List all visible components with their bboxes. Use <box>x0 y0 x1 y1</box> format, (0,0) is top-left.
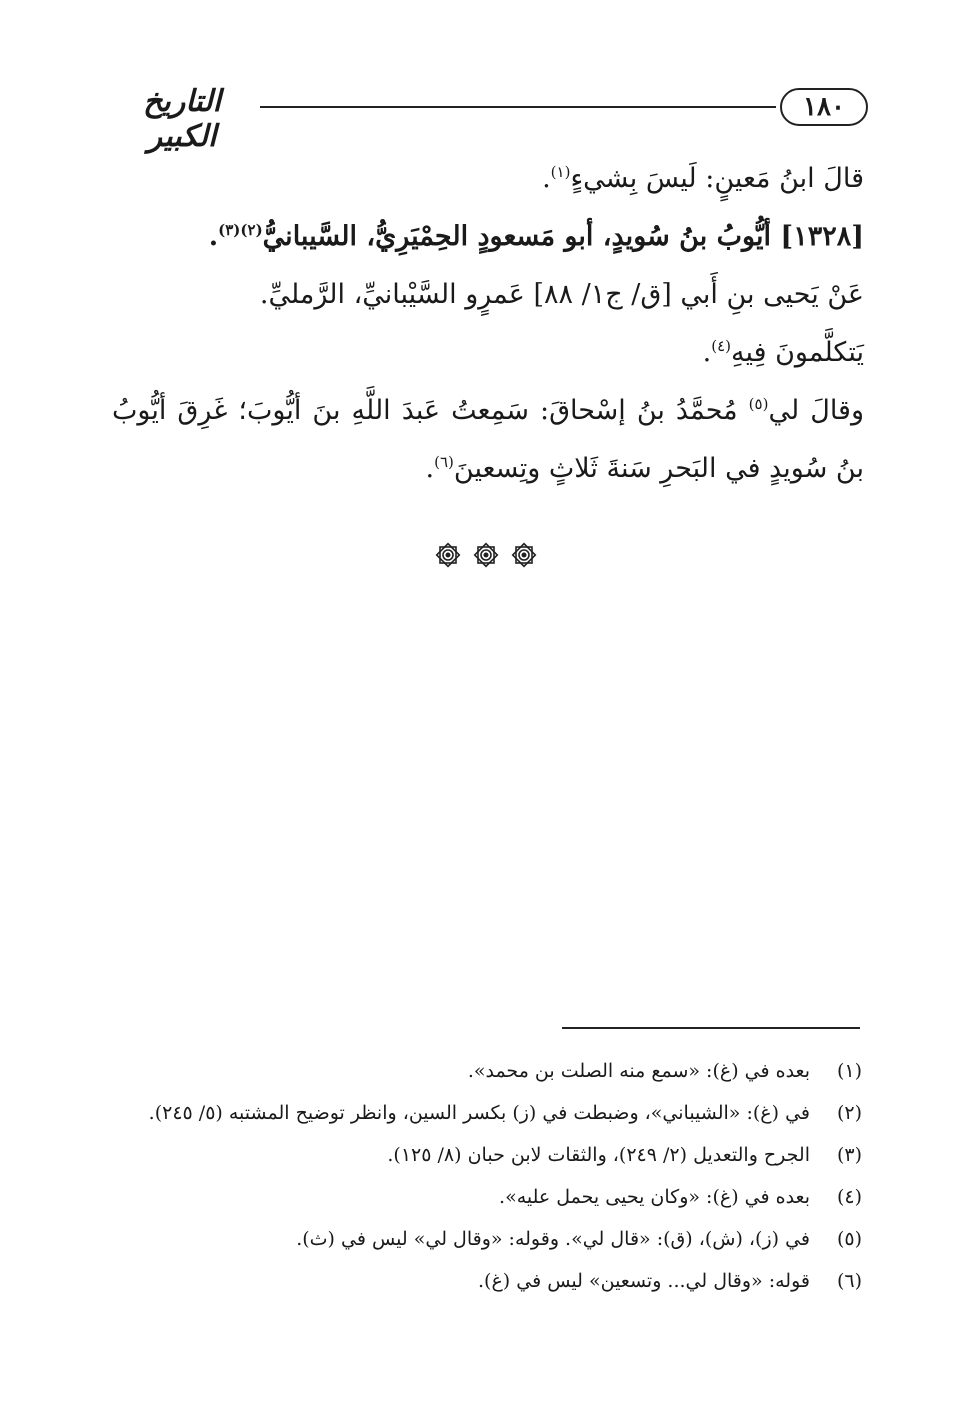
footnote-reference: (٢)(٣) <box>218 221 263 239</box>
footnote-text: الجرح والتعديل (٢/ ٢٤٩)، والثقات لابن حبان (٨/ ١٢٥). <box>387 1144 810 1166</box>
footnote-6 <box>120 1260 862 1302</box>
footnote-reference: (١) <box>550 163 571 181</box>
header-rule <box>260 106 776 108</box>
entry-heading-text: [١٣٢٨] أيُّوبُ بنُ سُويدٍ، أبو مَسعودٍ الحِمْيَرِيُّ، السَّيبانيُّ <box>262 221 864 252</box>
paragraph-tail: . <box>542 163 551 194</box>
footnote-2 <box>120 1092 862 1134</box>
footnote-text: في (ز)، (ش)، (ق): «قال لي». وقوله: «وقال لي» ليس في (ث). <box>296 1228 810 1250</box>
paragraph-text: قالَ ابنُ مَعينٍ: لَيسَ بِشيءٍ <box>570 163 864 194</box>
running-title: التاريخ الكبير <box>143 84 221 154</box>
footnote-1 <box>120 1050 862 1092</box>
running-header <box>108 82 868 154</box>
footnote-number: (٣) <box>836 1144 862 1166</box>
footnotes <box>120 1050 862 1302</box>
footnote-number: (١) <box>836 1060 862 1082</box>
footnote-text: بعده في (غ): «سمع منه الصلت بن محمد». <box>467 1060 810 1082</box>
paragraph-tail: . <box>425 453 435 484</box>
footnote-number: (٢) <box>836 1102 862 1124</box>
paragraph-tail: . <box>208 221 219 252</box>
paragraph-narration <box>112 266 864 324</box>
paragraph-text: مُحمَّدُ بنُ إسْحاقَ: سَمِعتُ عَبدَ اللَّهِ بنَ أيُّوبَ؛ غَرِقَ أيُّوبُ بنُ سُويدٍ في البَحرِ سَنةَ ثَلاثٍ وتِسعينَ <box>112 395 864 484</box>
footnote-number: (٥) <box>836 1228 862 1250</box>
footnote-3 <box>120 1134 862 1176</box>
footnote-text: بعده في (غ): «وكان يحيى يحمل عليه». <box>499 1186 810 1208</box>
paragraph-text: عَنْ يَحيى بنِ أَبي [ق/ ج١/ ٨٨] عَمرٍو السَّيْبانيِّ، الرَّمليِّ. <box>259 279 864 310</box>
footnote-separator <box>562 1027 860 1029</box>
footnote-5 <box>120 1218 862 1260</box>
section-ornament <box>0 540 972 570</box>
footnote-number: (٦) <box>836 1270 862 1292</box>
footnote-reference: (٦) <box>434 453 454 471</box>
paragraph-criticism <box>112 324 864 382</box>
rosette-ornament-icon <box>433 540 463 570</box>
footnote-text: في (غ): «الشيباني»، وضبطت في (ز) بكسر السين، وانظر توضيح المشتبه (٥/ ٢٤٥). <box>148 1102 810 1124</box>
page-number-badge <box>780 88 868 126</box>
paragraph-tail: . <box>702 337 712 368</box>
entry-heading <box>112 208 864 266</box>
footnote-reference: (٥) <box>748 395 769 413</box>
paragraph-ibn-maeen <box>112 150 864 208</box>
footnote-text: قوله: «وقال لي... وتسعين» ليس في (غ). <box>478 1270 810 1292</box>
page-number: ١٨٠ <box>803 92 845 122</box>
paragraph-text: يَتكلَّمونَ فِيهِ <box>730 337 864 368</box>
footnote-4 <box>120 1176 862 1218</box>
footnote-number: (٤) <box>836 1186 862 1208</box>
paragraph-text: وقالَ لي <box>768 395 864 426</box>
rosette-ornament-icon <box>509 540 539 570</box>
main-text <box>112 150 864 498</box>
rosette-ornament-icon <box>471 540 501 570</box>
footnote-reference: (٤) <box>711 337 731 355</box>
paragraph-death-report <box>112 382 864 498</box>
